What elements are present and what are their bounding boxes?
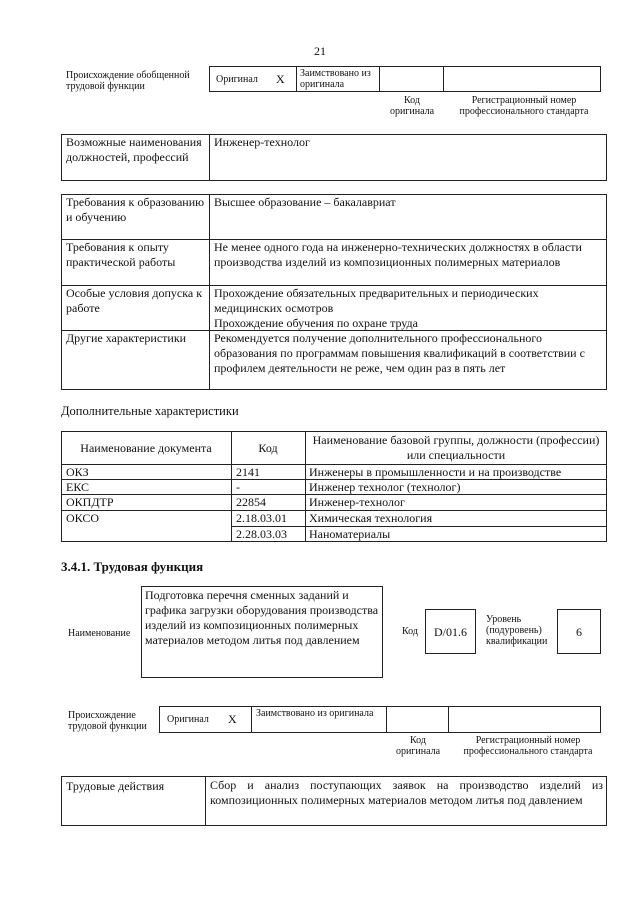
origin2-label: Происхождение трудовой функции bbox=[68, 710, 147, 732]
origin2-borrowed: Заимствовано из оригинала bbox=[256, 708, 374, 719]
additional-row-group: Химическая технология bbox=[309, 511, 433, 525]
origin-borrowed: Заимствовано из оригинала bbox=[300, 68, 371, 90]
function-name-label: Наименование bbox=[68, 628, 131, 639]
additional-header-code: Код bbox=[258, 441, 278, 455]
function-name: Подготовка перечня сменных заданий и графика загрузки оборудования производства изделий из композиционных полимерных материалов методом литья под давлением bbox=[145, 588, 379, 647]
function-code: D/01.6 bbox=[434, 625, 467, 639]
additional-header-doc: Наименование документа bbox=[80, 441, 212, 455]
additional-row-doc: ОКЗ bbox=[66, 465, 89, 479]
origin2-code-caption: Код оригинала bbox=[395, 735, 441, 757]
req-conditions-value2: Прохождение обучения по охране труда bbox=[214, 316, 418, 330]
additional-row-code: 2.18.03.01 bbox=[236, 511, 287, 525]
additional-row-doc: ОКСО bbox=[66, 511, 100, 525]
function-code-label: Код bbox=[402, 626, 418, 637]
origin2-reg-caption: Регистрационный номер профессионального стандарта bbox=[463, 735, 593, 757]
req-conditions-label: Особые условия допуска к работе bbox=[66, 286, 203, 315]
additional-row-code: 2.28.03.03 bbox=[236, 527, 287, 541]
origin-table bbox=[209, 66, 601, 92]
additional-row-group: Инженер-технолог bbox=[309, 495, 405, 509]
positions-label: Возможные наименования должностей, профессий bbox=[66, 135, 202, 164]
origin-label: Происхождение обобщенной трудовой функции bbox=[66, 70, 190, 92]
additional-row-group: Наноматериалы bbox=[309, 527, 391, 541]
positions-value: Инженер-технолог bbox=[214, 135, 310, 149]
origin2-original: Оригинал bbox=[167, 714, 209, 725]
req-conditions-value: Прохождение обязательных предварительных и периодических медицинских осмотров bbox=[214, 286, 539, 315]
function-heading: 3.4.1. Трудовая функция bbox=[61, 559, 204, 574]
additional-row-code: - bbox=[236, 480, 240, 494]
origin2-mark: X bbox=[228, 712, 237, 726]
additional-row-doc: ЕКС bbox=[66, 480, 90, 494]
origin-original: Оригинал bbox=[216, 74, 258, 85]
req-experience-label: Требования к опыту практической работы bbox=[66, 240, 176, 269]
additional-row-group: Инженер технолог (технолог) bbox=[309, 480, 461, 494]
req-other-value: Рекомендуется получение дополнительного профессионального образования по программам повышения квалификаций в соответствии с профилем деятельности не реже, чем один раз в пять лет bbox=[214, 331, 585, 375]
actions-label: Трудовые действия bbox=[66, 779, 165, 793]
origin-code-caption: Код оригинала bbox=[389, 95, 435, 117]
additional-row-code: 2141 bbox=[236, 465, 260, 479]
additional-row-group: Инженеры в промышленности и на производстве bbox=[309, 465, 562, 479]
additional-title: Дополнительные характеристики bbox=[61, 404, 239, 418]
origin-mark: X bbox=[276, 72, 285, 86]
function-level: 6 bbox=[576, 625, 582, 639]
additional-row-doc: ОКПДТР bbox=[66, 495, 114, 509]
additional-header-group: Наименование базовой группы, должности (профессии) или специальности bbox=[312, 433, 600, 462]
origin-reg-caption: Регистрационный номер профессионального стандарта bbox=[459, 95, 589, 117]
req-education-label: Требования к образованию и обучению bbox=[66, 195, 205, 224]
req-experience-value: Не менее одного года на инженерно-технических должностях в области производства изделий из композиционных полимерных материалов bbox=[214, 240, 582, 269]
req-education-value: Высшее образование – бакалавриат bbox=[214, 195, 396, 209]
req-other-label: Другие характеристики bbox=[66, 331, 187, 345]
function-level-label: Уровень (подуровень) квалификации bbox=[486, 614, 548, 647]
page-number: 21 bbox=[314, 44, 326, 58]
actions-value: Сбор и анализ поступающих заявок на производство изделий из композиционных полимерных материалов методом литья под давлением bbox=[210, 778, 603, 807]
additional-row-code: 22854 bbox=[236, 495, 266, 509]
